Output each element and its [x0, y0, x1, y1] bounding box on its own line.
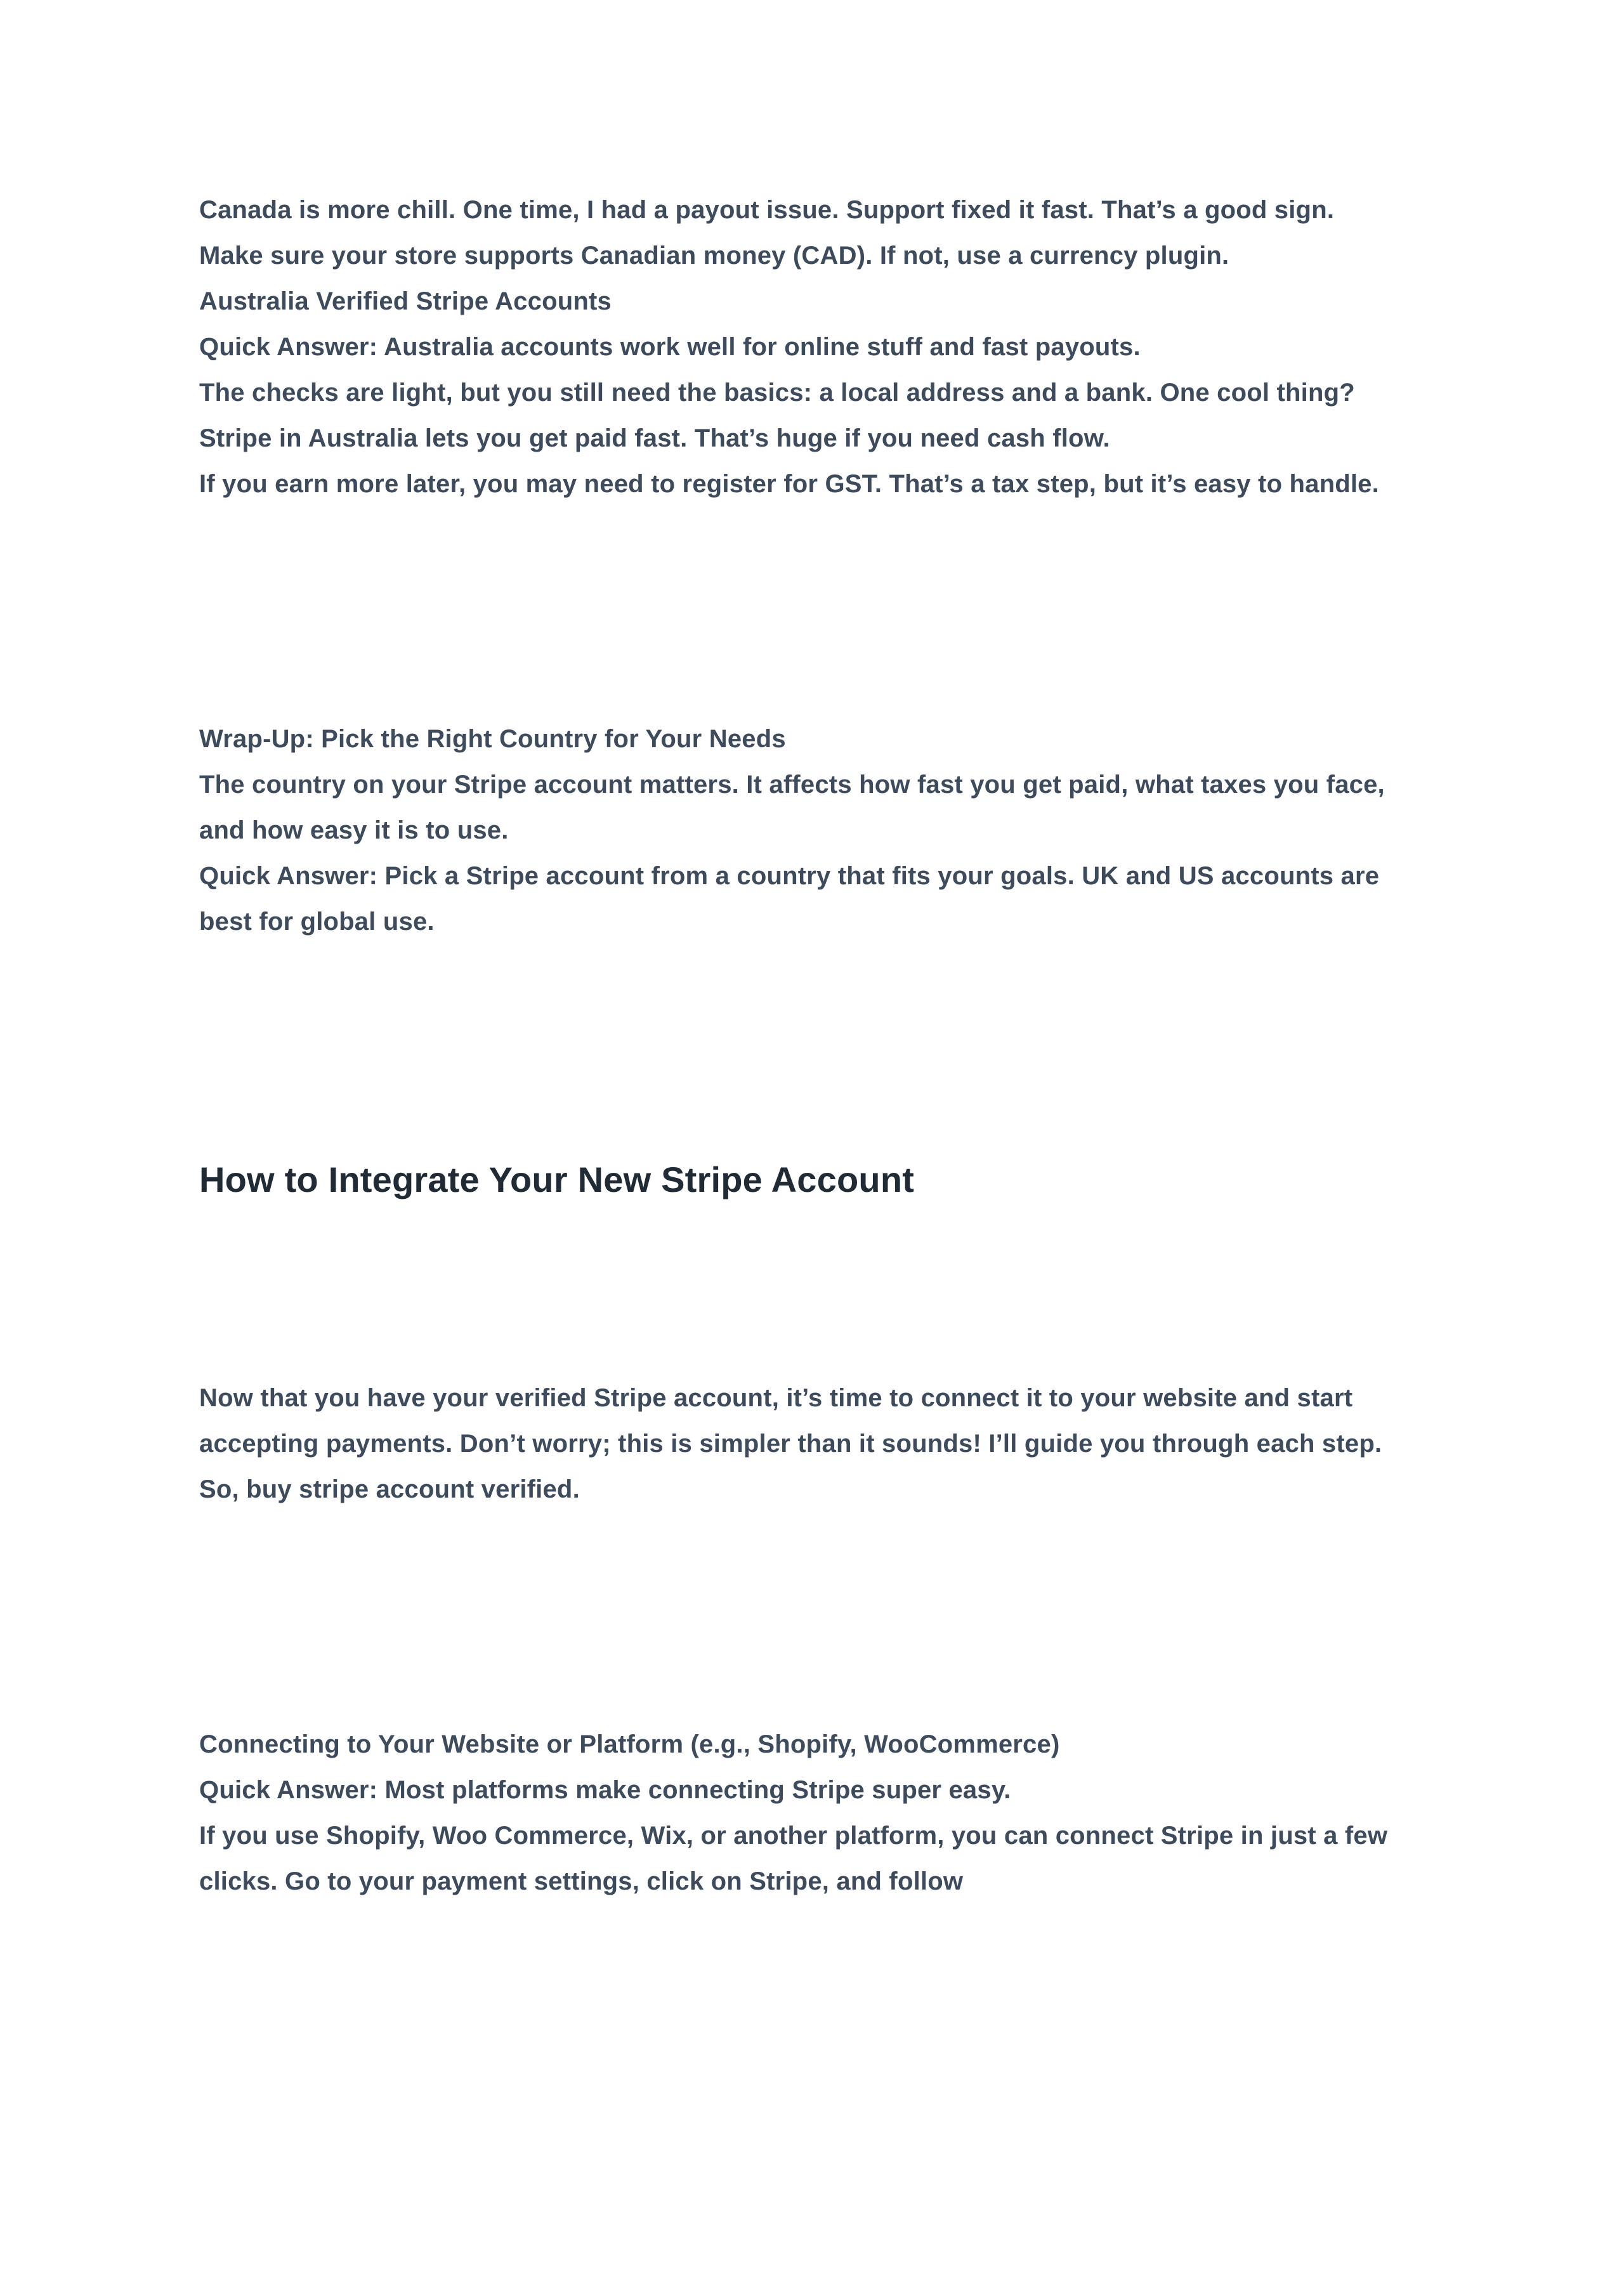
paragraph: Canada is more chill. One time, I had a payout issue. Support fixed it fast. That’s a good sign.: [199, 196, 1335, 224]
paragraph: If you earn more later, you may need to register for GST. That’s a tax step, but it’s easy to handle.: [199, 470, 1379, 498]
article-title: How to Integrate Your New Stripe Account: [199, 1160, 915, 1199]
section-integrate: [199, 1157, 1420, 1904]
section-australia: [199, 187, 1420, 507]
paragraph: If you use Shopify, Woo Commerce, Wix, or another platform, you can connect Stripe in just a few clicks. Go to your payment settings, click on Stripe, and follow: [199, 1822, 1388, 1895]
paragraph: Now that you have your verified Stripe account, it’s time to connect it to your website and start accepting payments. Don’t worry; this is simpler than it sounds! I’ll guide you through each step. So, buy stripe account verified.: [199, 1384, 1382, 1503]
section-wrapup: [199, 716, 1420, 944]
section-heading-wrapup: Wrap-Up: Pick the Right Country for Your Needs: [199, 725, 786, 753]
paragraph: The checks are light, but you still need the basics: a local address and a bank. One cool thing? Stripe in Australia lets you get paid fast. That’s huge if you need cash flow.: [199, 379, 1355, 452]
platform-connect-block: [199, 1721, 1420, 1904]
paragraph: Quick Answer: Most platforms make connecting Stripe super easy.: [199, 1776, 1011, 1804]
paragraph: Make sure your store supports Canadian money (CAD). If not, use a currency plugin.: [199, 242, 1229, 270]
section-heading-platform: Connecting to Your Website or Platform (e.g., Shopify, WooCommerce): [199, 1730, 1060, 1758]
article-content: [199, 187, 1420, 1904]
integrate-intro: [199, 1375, 1420, 1512]
paragraph: The country on your Stripe account matters. It affects how fast you get paid, what taxes you face, and how easy it is to use.: [199, 771, 1385, 844]
paragraph: Quick Answer: Australia accounts work well for online stuff and fast payouts.: [199, 333, 1141, 361]
section-heading-australia: Australia Verified Stripe Accounts: [199, 287, 612, 315]
paragraph: Quick Answer: Pick a Stripe account from a country that fits your goals. UK and US accounts are best for global use.: [199, 862, 1380, 936]
